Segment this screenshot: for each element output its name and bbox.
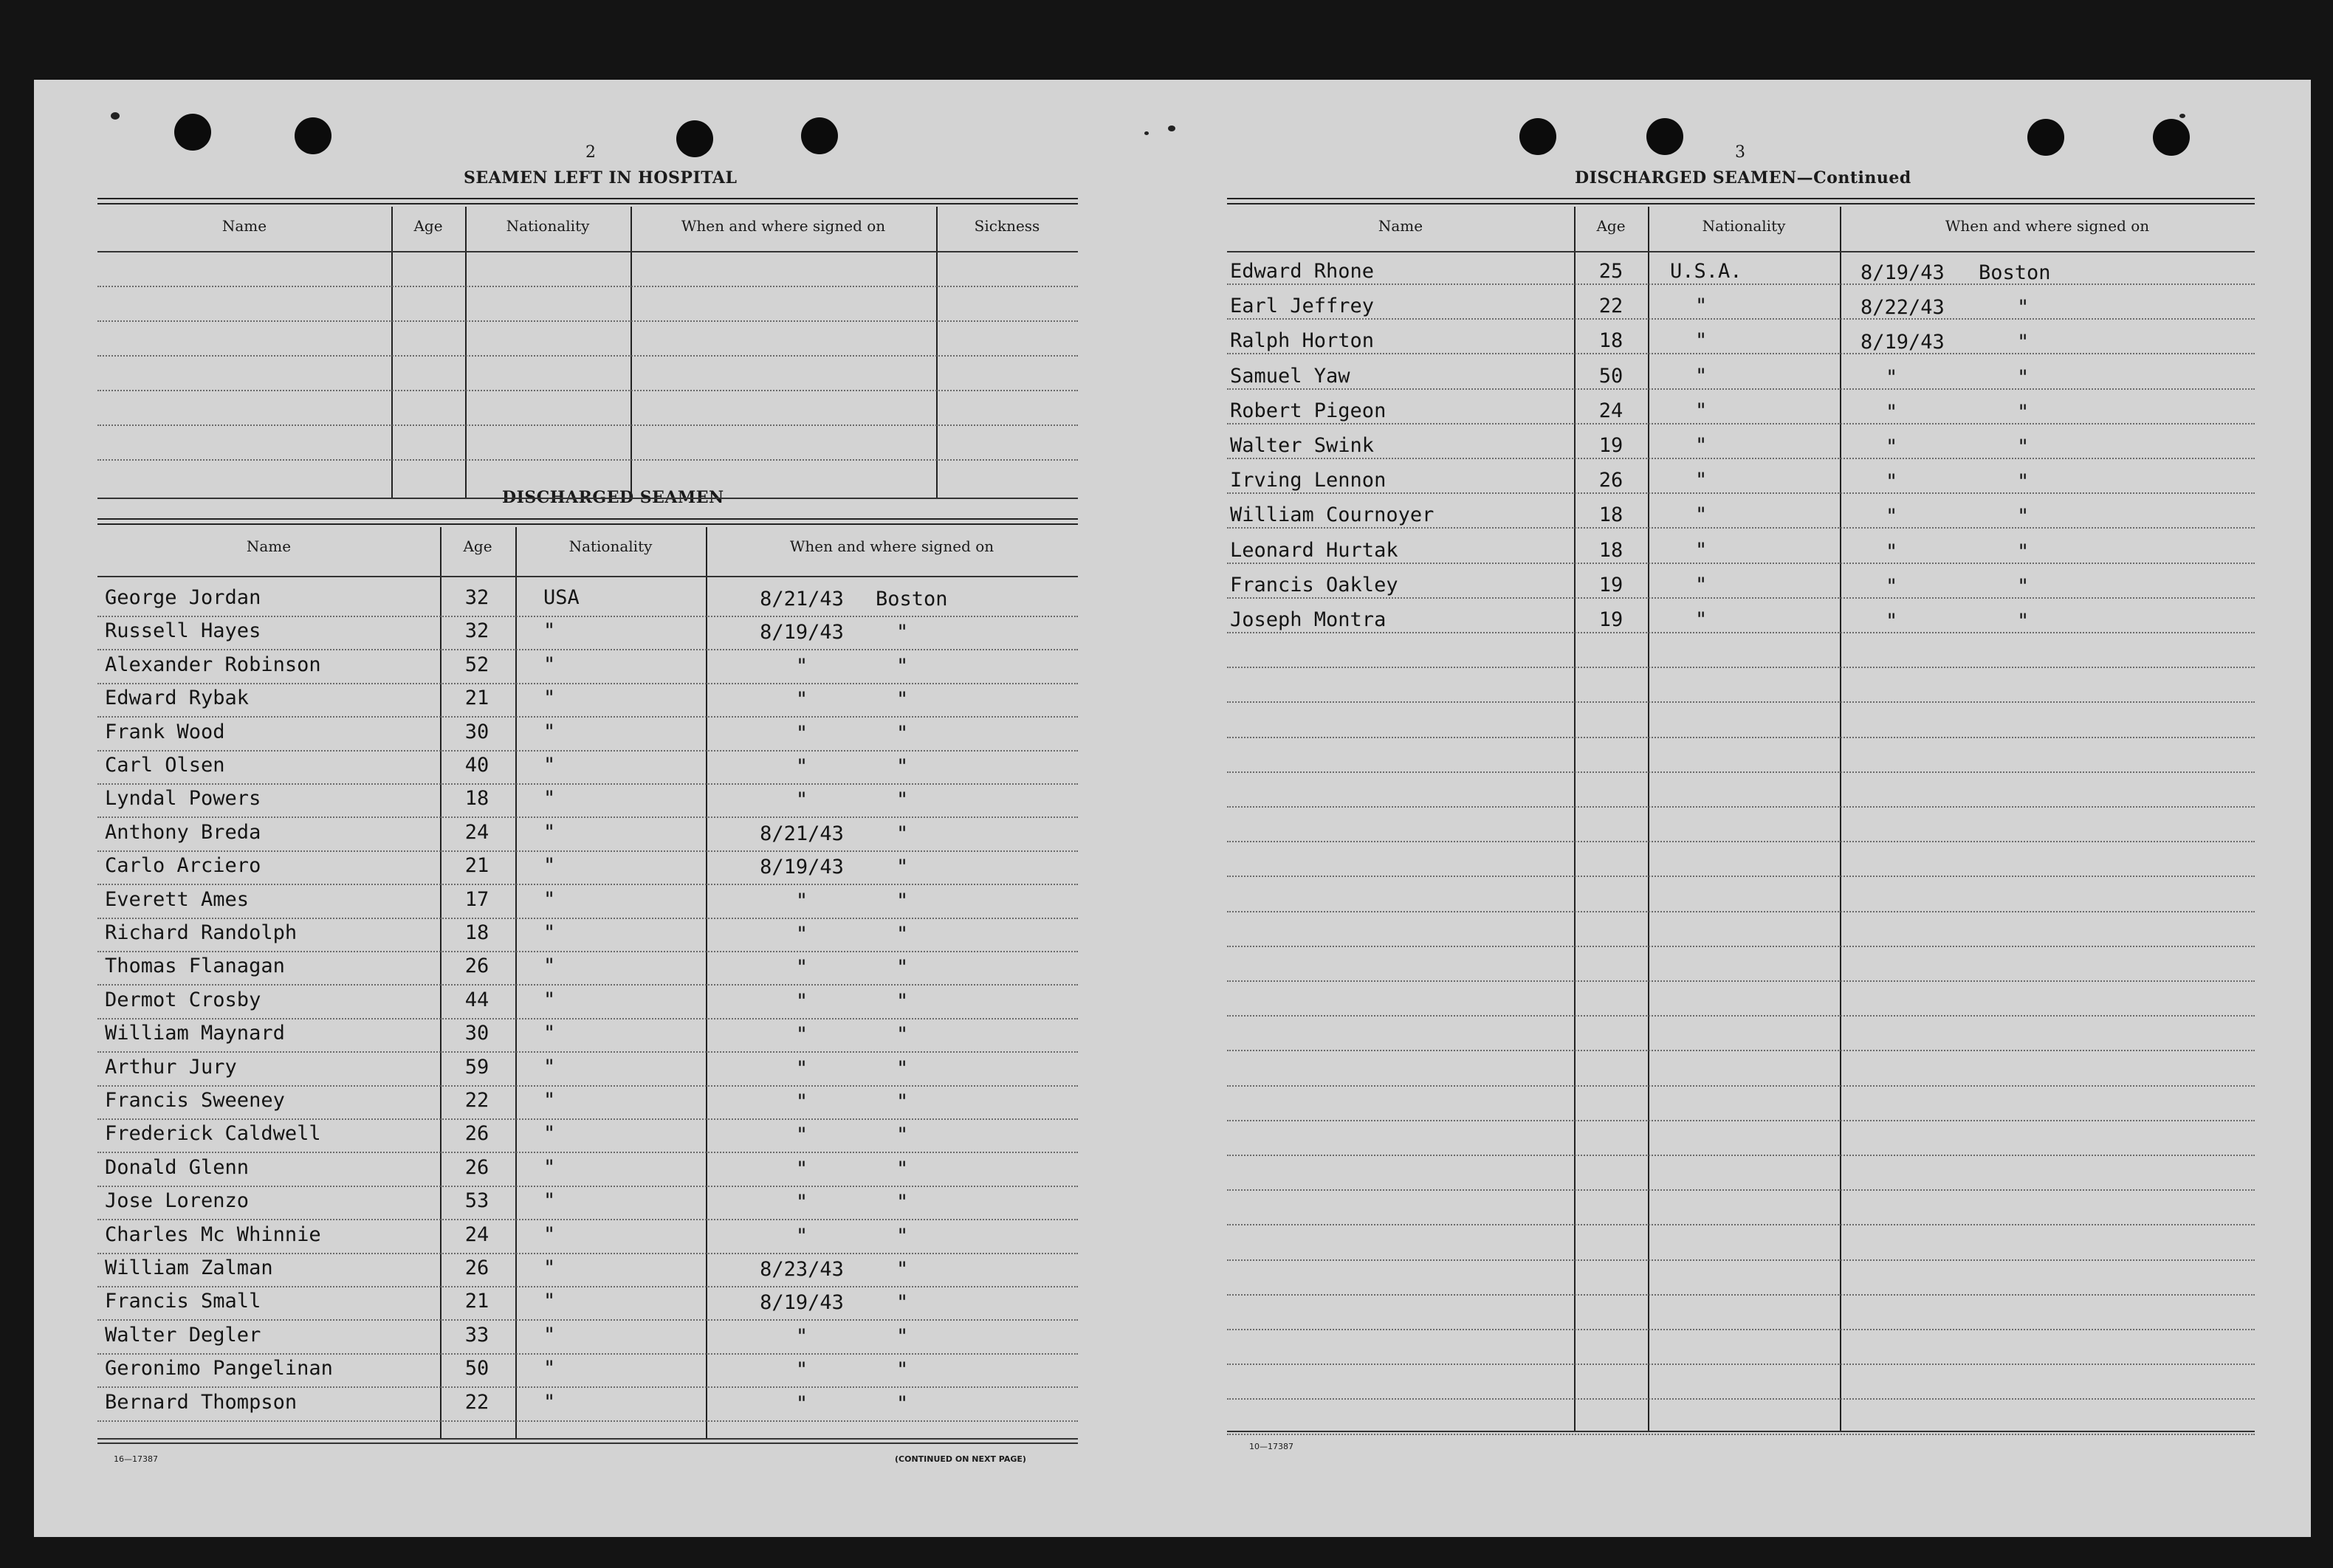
seaman-name: Richard Randolph [105,921,298,944]
seaman-name: Samuel Yaw [1230,364,1350,388]
seaman-nationality: USA [543,586,580,609]
row-line [1227,563,2255,564]
row-line [97,951,1078,952]
seaman-name: Geronimo Pangelinan [105,1357,333,1380]
seaman-nationality: " [543,787,556,811]
seaman-age: 26 [464,1122,489,1146]
form-number-left: 16—17387 [114,1454,158,1464]
row-line [1227,527,2255,529]
row-line [97,1386,1078,1388]
seaman-age: 30 [464,1022,489,1045]
signed-on-place: " [896,755,909,778]
signed-on-place: " [896,1324,909,1348]
row-line [97,1219,1078,1220]
seaman-name: Francis Small [105,1290,261,1313]
seaman-age: 25 [1598,260,1624,283]
seaman-name: Jose Lorenzo [105,1189,250,1213]
seaman-nationality: " [1695,364,1708,388]
row-line [1227,841,2255,842]
row-line [1227,980,2255,982]
seaman-name: Edward Rhone [1230,260,1375,283]
seaman-name: Alexander Robinson [105,653,321,676]
signed-on-date: " [795,1056,808,1080]
row-line [1227,1224,2255,1225]
seaman-age: 18 [464,921,489,944]
row-line [1227,771,2255,773]
right-section-title [1575,168,1911,188]
seaman-nationality: " [543,754,556,777]
signed-on-date: " [795,1392,808,1415]
signed-on-date: " [1886,365,1898,389]
row-line [1227,911,2255,912]
seaman-nationality: " [543,1357,556,1380]
column-divider [515,527,517,1438]
page-number-left: 2 [585,143,596,162]
signed-on-date: 8/19/43 [760,621,844,644]
seaman-age: 21 [464,687,489,710]
seaman-name: Russell Hayes [105,619,261,643]
seaman-age: 19 [1598,608,1624,631]
signed-on-date: " [795,956,808,980]
seaman-age: 26 [1598,469,1624,492]
signed-on-date: " [1886,400,1898,424]
row-line [97,750,1078,752]
column-header: Name [221,217,267,235]
seaman-name: Everett Ames [105,887,250,911]
hospital-bottom-rule [97,498,1078,499]
seaman-nationality: " [543,1290,556,1313]
row-line [97,1420,1078,1422]
discharged-section-title: DISCHARGED SEAMEN [502,488,724,507]
row-line [1227,1015,2255,1017]
table-bottom-rule [97,1443,1078,1444]
seaman-name: William Cournoyer [1230,503,1434,527]
signed-on-date: " [795,1224,808,1248]
seaman-name: Irving Lennon [1230,469,1387,492]
row-line [97,649,1078,650]
seaman-age: 19 [1598,573,1624,596]
seaman-nationality: " [1695,503,1708,527]
signed-on-date: " [795,654,808,678]
signed-on-date: " [795,1324,808,1348]
row-line [1227,283,2255,285]
header-rule [97,576,1078,577]
column-header: Age [1596,217,1626,235]
signed-on-date: 8/19/43 [760,856,844,879]
seaman-nationality: " [543,955,556,978]
row-line [1227,1329,2255,1330]
signed-on-date: 8/19/43 [760,1291,844,1315]
ink-speck [111,112,120,120]
seaman-nationality: " [543,1223,556,1246]
signed-on-place: " [896,989,909,1013]
signed-on-date: " [795,688,808,712]
signed-on-date: 8/21/43 [760,588,844,611]
seaman-age: 24 [1598,399,1624,422]
seaman-name: Lyndal Powers [105,787,261,811]
blank-row-line [97,390,1078,391]
seaman-nationality: " [543,921,556,944]
row-line [1227,318,2255,320]
seaman-name: William Maynard [105,1022,285,1045]
header-rule [1227,251,2255,252]
seaman-nationality: " [543,1122,556,1146]
row-line [97,1051,1078,1053]
seaman-nationality: " [543,1323,556,1347]
blank-row-line [97,424,1078,426]
ink-speck [1168,125,1175,131]
discharged-top-rule [97,518,1078,520]
row-line [1227,1050,2255,1051]
row-line [1227,1155,2255,1156]
seaman-name: Walter Degler [105,1323,261,1347]
row-line [97,1286,1078,1287]
row-line [97,1152,1078,1153]
signed-on-place: " [896,1090,909,1113]
seaman-age: 30 [464,720,489,743]
seaman-age: 50 [464,1357,489,1380]
signed-on-place: " [896,822,909,845]
signed-on-date: " [1886,470,1898,494]
seaman-nationality: " [1695,329,1708,353]
seaman-name: Robert Pigeon [1230,399,1387,422]
column-header: When and where signed on [1945,217,2150,235]
column-header: Nationality [506,217,590,235]
seaman-nationality: " [543,820,556,844]
row-line [1227,701,2255,703]
signed-on-place: " [896,1023,909,1047]
column-divider [1840,207,1841,1431]
seaman-name: Donald Glenn [105,1155,250,1179]
right-title-suffix: —Continued [1796,168,1911,188]
row-line [1227,876,2255,877]
row-line [1227,353,2255,354]
signed-on-place: " [896,1191,909,1214]
signed-on-date: 8/19/43 [1860,331,1945,354]
blank-row-line [97,286,1078,287]
seaman-nationality: " [1695,469,1708,492]
seaman-age: 26 [464,1155,489,1179]
signed-on-date: " [795,755,808,778]
blank-row-line [97,355,1078,357]
column-header: When and where signed on [681,217,886,235]
row-line [1227,806,2255,808]
seaman-nationality: " [543,720,556,743]
row-line [1227,667,2255,668]
seaman-age: 21 [464,1290,489,1313]
seaman-nationality: " [1695,538,1708,562]
signed-on-place: " [2017,400,2030,424]
seaman-nationality: " [543,619,556,643]
row-line [97,716,1078,718]
punch-hole [1519,118,1556,155]
signed-on-date: " [795,1090,808,1113]
seaman-name: Edward Rybak [105,687,250,710]
seaman-name: Dermot Crosby [105,988,261,1011]
row-line [97,616,1078,617]
signed-on-date: " [1886,610,1898,633]
signed-on-place: " [896,1392,909,1415]
seaman-age: 52 [464,653,489,676]
signed-on-place: " [2017,540,2030,563]
signed-on-place: " [2017,331,2030,354]
column-header: Age [413,217,443,235]
signed-on-place: " [896,889,909,912]
row-line [97,683,1078,684]
signed-on-date: " [1886,436,1898,458]
signed-on-date: 8/22/43 [1860,296,1945,320]
seaman-name: Bernard Thompson [105,1390,298,1414]
signed-on-date: " [795,1358,808,1382]
row-line [97,1319,1078,1321]
signed-on-place: " [896,654,909,678]
row-line [1227,946,2255,947]
seaman-age: 33 [464,1323,489,1347]
right-top-rule [1227,198,2255,199]
signed-on-place: " [896,1224,909,1248]
discharged-top-rule [97,523,1078,525]
column-header: Nationality [1702,217,1786,235]
signed-on-place: " [896,688,909,712]
signed-on-place: " [896,956,909,980]
seaman-name: Anthony Breda [105,820,261,844]
seaman-age: 18 [1598,503,1624,527]
row-line [1227,632,2255,633]
signed-on-date: " [1886,574,1898,598]
row-line [1227,1398,2255,1400]
signed-on-place: " [896,923,909,946]
column-divider [1574,207,1576,1431]
signed-on-date: " [795,1191,808,1214]
seaman-name: Frank Wood [105,720,225,743]
column-header: When and where signed on [789,537,994,555]
seaman-nationality: " [543,1390,556,1414]
signed-on-place: " [2017,296,2030,320]
row-line [1227,492,2255,494]
seaman-name: Charles Mc Whinnie [105,1223,321,1246]
signed-on-place: " [896,1258,909,1281]
seaman-nationality: " [1695,608,1708,631]
seaman-age: 18 [1598,538,1624,562]
seaman-age: 19 [1598,434,1624,457]
seaman-nationality: " [543,988,556,1011]
signed-on-place: " [2017,610,2030,633]
seaman-age: 59 [464,1055,489,1079]
signed-on-date: " [795,721,808,745]
row-line [97,783,1078,785]
signed-on-place: " [2017,470,2030,494]
seaman-nationality: " [1695,434,1708,457]
signed-on-place: " [896,621,909,644]
seaman-age: 17 [464,887,489,911]
right-top-rule [1227,203,2255,204]
signed-on-date: " [1886,540,1898,563]
row-line [1227,597,2255,599]
signed-on-place: " [896,1358,909,1382]
signed-on-date: 8/23/43 [760,1258,844,1281]
seaman-name: George Jordan [105,586,261,609]
signed-on-place: Boston [876,588,948,611]
form-number-right: 10—17387 [1249,1442,1293,1451]
hospital-section-title: SEAMEN LEFT IN HOSPITAL [464,168,738,188]
row-line [1227,1434,2255,1435]
seaman-name: Francis Sweeney [105,1089,285,1112]
seaman-nationality: " [543,653,556,676]
row-line [1227,737,2255,738]
column-divider [1648,207,1649,1431]
row-line [97,1085,1078,1087]
seaman-age: 21 [464,854,489,878]
seaman-name: Joseph Montra [1230,608,1387,631]
row-line [97,884,1078,885]
punch-hole [295,117,331,154]
punch-hole [2027,119,2064,156]
signed-on-date: 8/21/43 [760,822,844,845]
seaman-age: 32 [464,619,489,643]
row-line [97,850,1078,852]
seaman-nationality: " [1695,295,1708,318]
signed-on-place: " [2017,574,2030,598]
seaman-age: 44 [464,988,489,1011]
signed-on-place: " [896,1157,909,1180]
blank-row-line [97,320,1078,322]
signed-on-date: " [795,923,808,946]
signed-on-date: " [795,788,808,812]
signed-on-place: " [896,1124,909,1147]
row-line [1227,458,2255,459]
seaman-age: 24 [464,820,489,844]
ink-speck [2179,114,2185,118]
seaman-age: 50 [1598,364,1624,388]
signed-on-place: " [2017,505,2030,529]
seaman-name: Earl Jeffrey [1230,295,1375,318]
seaman-nationality: " [543,1022,556,1045]
seaman-age: 24 [464,1223,489,1246]
seaman-name: William Zalman [105,1256,273,1279]
signed-on-date: " [795,1124,808,1147]
signed-on-date: " [1886,505,1898,529]
row-line [97,816,1078,818]
seaman-name: Thomas Flanagan [105,955,285,978]
seaman-age: 22 [1598,295,1624,318]
blank-row-line [97,459,1078,461]
row-line [1227,388,2255,390]
row-line [1227,1364,2255,1365]
row-line [97,984,1078,986]
row-line [97,1186,1078,1187]
signed-on-date: 8/19/43 [1860,261,1945,284]
seaman-name: Francis Oakley [1230,573,1398,596]
seaman-nationality: " [543,687,556,710]
signed-on-date: " [795,889,808,912]
column-header: Name [1378,217,1423,235]
column-header: Age [463,537,492,555]
seaman-nationality: " [543,1256,556,1279]
signed-on-place: " [896,856,909,879]
seaman-age: 40 [464,754,489,777]
signed-on-date: " [795,989,808,1013]
punch-hole [801,117,838,154]
header-rule [97,251,1078,252]
signed-on-place: Boston [1979,261,2051,284]
seaman-name: Walter Swink [1230,434,1375,457]
row-line [97,1353,1078,1355]
column-header: Nationality [568,537,653,555]
seaman-name: Carl Olsen [105,754,225,777]
row-line [97,1018,1078,1019]
punch-hole [1646,118,1683,155]
seaman-age: 22 [464,1089,489,1112]
seaman-nationality: " [543,887,556,911]
punch-hole [676,120,713,157]
signed-on-date: " [795,1023,808,1047]
row-line [1227,1085,2255,1087]
seaman-nationality: U.S.A. [1670,260,1742,283]
seaman-age: 32 [464,586,489,609]
row-line [1227,1294,2255,1296]
seaman-age: 53 [464,1189,489,1213]
table-bottom-rule [1227,1431,2255,1432]
signed-on-place: " [896,721,909,745]
seaman-age: 26 [464,1256,489,1279]
seaman-age: 18 [464,787,489,811]
page-number-right: 3 [1735,143,1745,162]
seaman-nationality: " [543,854,556,878]
row-line [97,1118,1078,1120]
signed-on-date: " [795,1157,808,1180]
column-header: Sickness [974,217,1040,235]
seaman-name: Ralph Horton [1230,329,1375,353]
row-line [1227,1120,2255,1121]
seaman-name: Frederick Caldwell [105,1122,321,1146]
column-header: Name [246,537,292,555]
document-sheet [34,80,2311,1537]
punch-hole [174,114,211,151]
seaman-nationality: " [1695,573,1708,596]
signed-on-place: " [2017,365,2030,389]
row-line [1227,1189,2255,1191]
seaman-nationality: " [1695,399,1708,422]
row-line [97,918,1078,919]
column-divider [706,527,707,1438]
continued-note: (CONTINUED ON NEXT PAGE) [895,1454,1026,1464]
seaman-name: Leonard Hurtak [1230,538,1398,562]
seaman-name: Arthur Jury [105,1055,237,1079]
table-bottom-rule [97,1438,1078,1440]
signed-on-place: " [896,1056,909,1080]
seaman-age: 22 [464,1390,489,1414]
right-title-text: DISCHARGED SEAMEN [1575,168,1797,188]
signed-on-place: " [896,788,909,812]
seaman-age: 26 [464,955,489,978]
seaman-nationality: " [543,1055,556,1079]
seaman-nationality: " [543,1189,556,1213]
signed-on-place: " [2017,436,2030,458]
row-line [1227,1259,2255,1261]
signed-on-place: " [896,1291,909,1315]
row-line [97,1253,1078,1254]
seaman-nationality: " [543,1089,556,1112]
row-line [1227,423,2255,424]
seaman-nationality: " [543,1155,556,1179]
seaman-age: 18 [1598,329,1624,353]
hospital-top-rule [97,198,1078,199]
ink-speck [1144,131,1149,135]
punch-hole [2153,119,2190,156]
hospital-top-rule [97,203,1078,204]
seaman-name: Carlo Arciero [105,854,261,878]
